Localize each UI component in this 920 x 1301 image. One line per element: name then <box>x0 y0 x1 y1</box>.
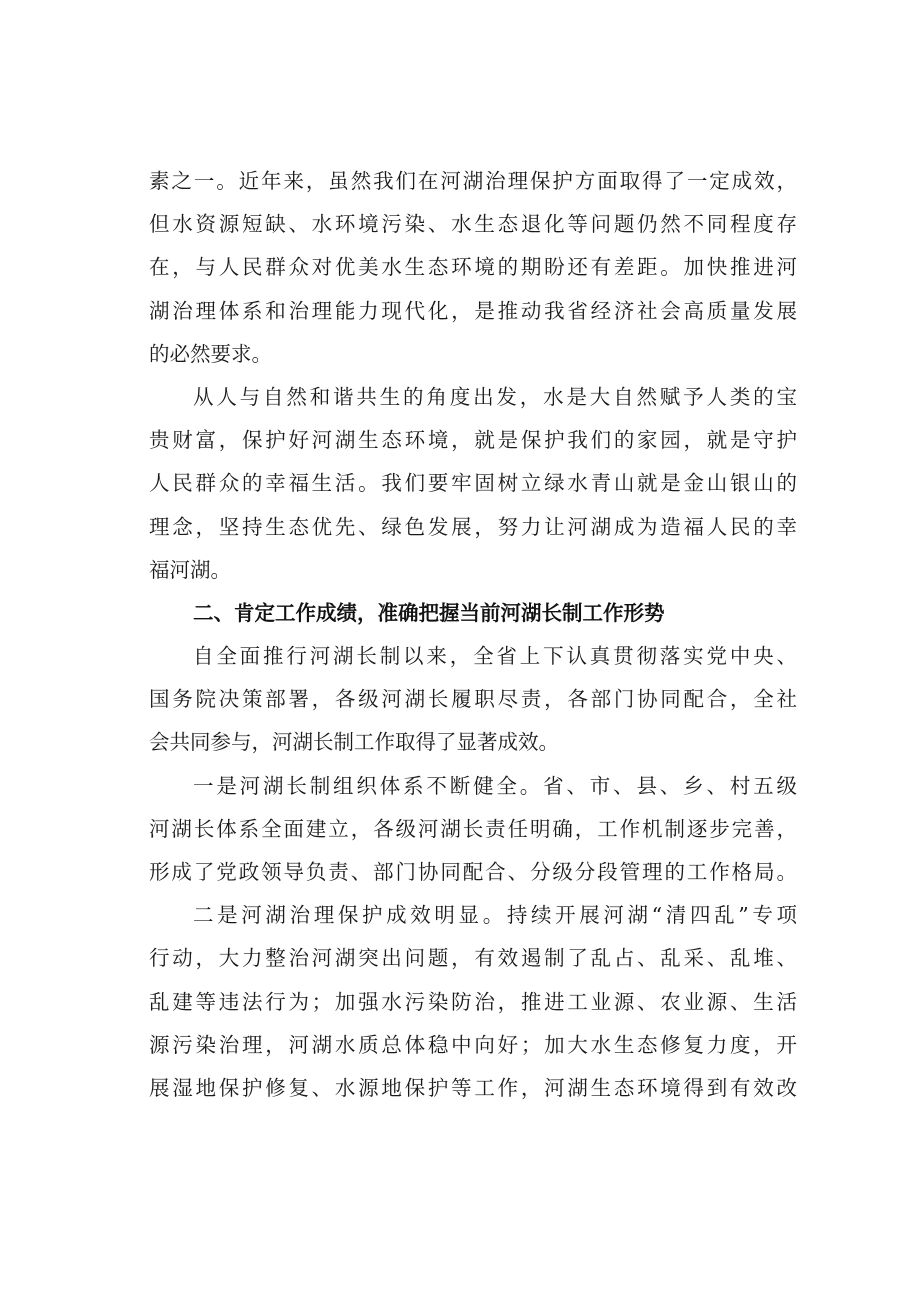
text-line: 理念，坚持生态优先、绿色发展，努力让河湖成为造福人民的幸 <box>149 514 797 539</box>
text-line: 的必然要求。 <box>149 341 272 366</box>
text-line: 人民群众的幸福生活。我们要牢固树立绿水青山就是金山银山的 <box>149 471 797 496</box>
text-line: 一是河湖长制组织体系不断健全。省、市、县、乡、村五级 <box>193 773 797 798</box>
paragraph <box>149 376 797 592</box>
text-line: 湖治理体系和治理能力现代化，是推动我省经济社会高质量发展 <box>149 298 797 323</box>
text-line: 河湖长体系全面建立，各级河湖长责任明确，工作机制逐步完善， <box>149 816 797 841</box>
text-line: 源污染治理，河湖水质总体稳中向好；加大水生态修复力度，开 <box>149 1032 797 1057</box>
paragraph <box>149 160 797 376</box>
text-line: 在，与人民群众对优美水生态环境的期盼还有差距。加快推进河 <box>149 255 797 280</box>
text-line: 福河湖。 <box>149 557 231 582</box>
paragraph <box>149 894 797 1110</box>
text-line: 但水资源短缺、水环境污染、水生态退化等问题仍然不同程度存 <box>149 212 797 237</box>
paragraph <box>149 765 797 895</box>
text-line: 形成了党政领导负责、部门协同配合、分级分段管理的工作格局。 <box>149 860 797 884</box>
text-line: 会共同参与，河湖长制工作取得了显著成效。 <box>149 730 559 755</box>
text-line: 展湿地保护修复、水源地保护等工作，河湖生态环境得到有效改 <box>149 1075 797 1100</box>
paragraph <box>149 635 797 765</box>
text-line: 贵财富，保护好河湖生态环境，就是保护我们的家园，就是守护 <box>149 428 797 453</box>
text-line: 素之一。近年来，虽然我们在河湖治理保护方面取得了一定成效， <box>149 169 797 193</box>
section-heading: 二、肯定工作成绩，准确把握当前河湖长制工作形势 <box>193 600 665 625</box>
document-body <box>149 160 797 1110</box>
text-line: 行动，大力整治河湖突出问题，有效遏制了乱占、乱采、乱堆、 <box>149 946 797 971</box>
text-line: 二是河湖治理保护成效明显。持续开展河湖“清四乱”专项 <box>193 903 797 928</box>
text-line: 自全面推行河湖长制以来，全省上下认真贯彻落实党中央、 <box>193 644 797 669</box>
text-line: 从人与自然和谐共生的角度出发，水是大自然赋予人类的宝 <box>193 384 797 409</box>
text-line: 乱建等违法行为；加强水污染防治，推进工业源、农业源、生活 <box>149 989 797 1014</box>
text-line: 国务院决策部署，各级河湖长履职尽责，各部门协同配合，全社 <box>149 687 797 712</box>
